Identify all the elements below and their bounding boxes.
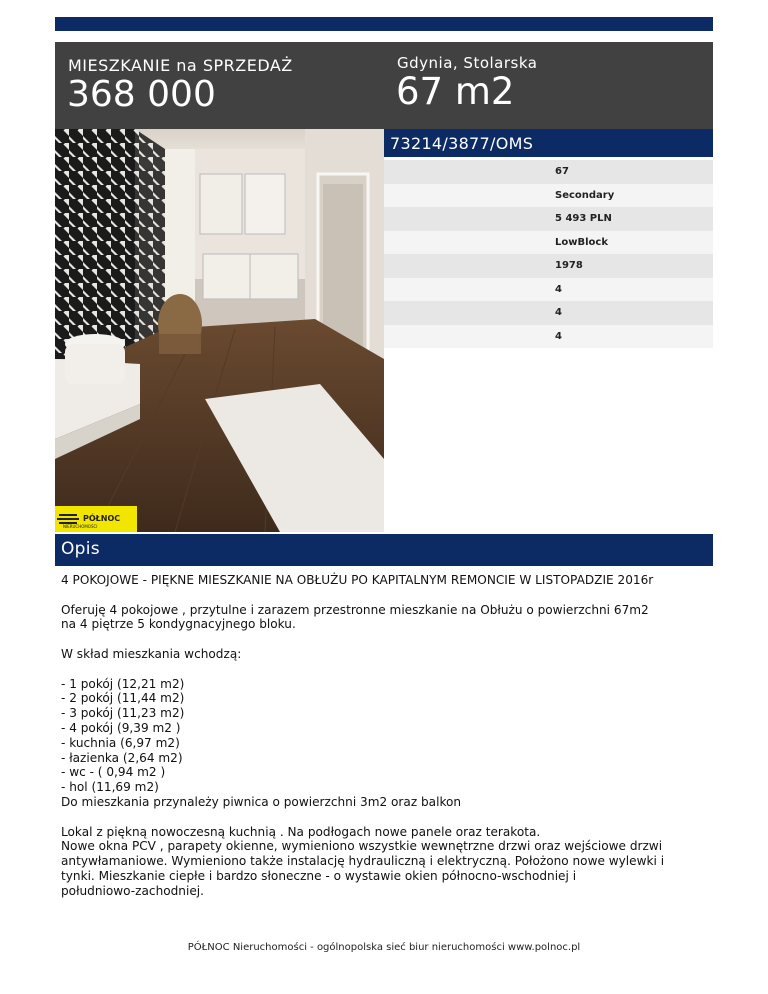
description-paragraph: Lokal z piękną nowoczesną kuchnią . Na podłogach nowe panele oraz terakota. Nowe okna PCV , parapety okienne, wymieniono wszystkie wewnętrzne drzwi oraz wejściowe drzwi antywłamaniowe. Wymieniono także instalację hydrauliczną i elektryczną. Położono nowe wylewki i tynki. Mieszkanie ciepłe i bardzo słoneczne - o wystawie okien północno-wschodniej i południowo-zachodniej. xyxy=(61,824,665,898)
description-text xyxy=(61,573,711,913)
detail-value: 4 xyxy=(555,283,562,295)
listing-type: MIESZKANIE na SPRZEDAŻ xyxy=(68,56,293,75)
listing-area: 67 m2 xyxy=(396,70,515,113)
details-table xyxy=(384,160,713,348)
svg-text:PÓŁNOC: PÓŁNOC xyxy=(83,514,121,523)
detail-row xyxy=(384,278,713,302)
detail-row xyxy=(384,301,713,325)
reference-number: 73214/3877/OMS xyxy=(390,134,534,153)
detail-value: Secondary xyxy=(555,189,615,201)
detail-row xyxy=(384,207,713,231)
detail-row xyxy=(384,184,713,208)
polnoc-logo xyxy=(55,506,137,532)
detail-row xyxy=(384,325,713,349)
detail-value: 4 xyxy=(555,330,562,342)
listing-price: 368 000 xyxy=(67,74,216,115)
detail-value: 1978 xyxy=(555,260,583,271)
description-section-bar xyxy=(55,534,713,566)
svg-text:NIERUCHOMOŚCI: NIERUCHOMOŚCI xyxy=(63,524,98,529)
detail-value: 4 xyxy=(555,307,562,318)
detail-value: LowBlock xyxy=(555,236,608,248)
detail-value: 67 xyxy=(555,166,569,177)
description-paragraph: Oferuję 4 pokojowe , przytulne i zarazem przestronne mieszkanie na Obłużu o powierzchni 67m2 na 4 piętrze 5 kondygnacyjnego bloku. xyxy=(61,602,649,632)
detail-row xyxy=(384,160,713,184)
description-paragraph: 4 POKOJOWE - PIĘKNE MIESZKANIE NA OBŁUŻU PO KAPITALNYM REMONCIE W LISTOPADZIE 2016r xyxy=(61,573,654,587)
listing-header xyxy=(55,42,713,129)
description-paragraph: W skład mieszkania wchodzą: xyxy=(61,646,242,661)
top-accent-bar xyxy=(55,17,713,31)
listing-location: Gdynia, Stolarska xyxy=(397,54,538,72)
section-title: Opis xyxy=(61,539,100,559)
detail-row xyxy=(384,231,713,255)
detail-value: 5 493 PLN xyxy=(555,213,612,224)
apartment-photo xyxy=(55,129,384,532)
description-paragraph: - 1 pokój (12,21 m2) - 2 pokój (11,44 m2) - 3 pokój (11,23 m2) - 4 pokój (9,39 m2 ) - kuchnia (6,97 m2) - łazienka (2,64 m2) - wc - ( 0,94 m2 ) - hol (11,69 m2) Do mieszkania przynależy piwnica o powierzchni 3m2 oraz balkon xyxy=(61,676,462,809)
detail-row xyxy=(384,254,713,278)
page-footer: PÓŁNOC Nieruchomości - ogólnopolska sieć biur nieruchomości www.polnoc.pl xyxy=(187,942,581,953)
reference-bar xyxy=(384,129,713,157)
